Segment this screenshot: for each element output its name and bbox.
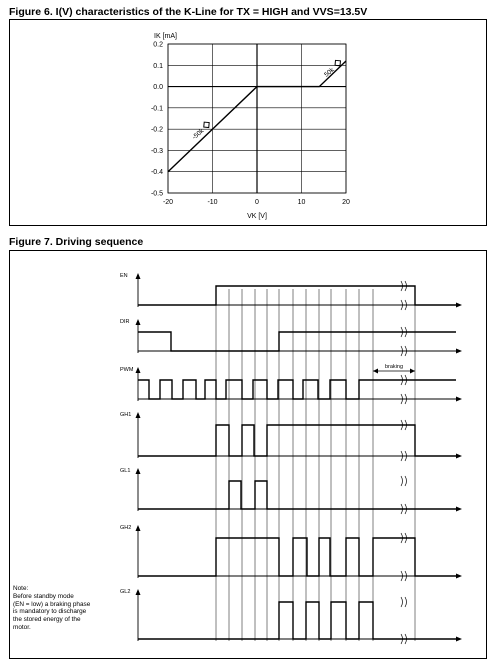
y-tick-label: -0.4 [150,169,163,177]
resistance-annotation [190,120,213,141]
resistance-annotation [322,58,344,79]
break-mark [401,597,403,607]
annotation-marker [335,60,340,65]
y-tick-label: 0.0 [153,84,163,92]
waveform-gl1 [138,481,456,509]
y-tick-label: 0.1 [153,62,163,70]
waveform-gh1 [138,425,456,456]
note-line: Before standby mode [13,592,74,600]
axis-arrowhead [136,319,141,325]
axis-arrowhead [136,273,141,279]
axis-arrowhead [136,468,141,474]
axis-arrowhead [136,412,141,418]
y-tick-label: -0.1 [150,105,163,113]
note-line: motor. [13,623,31,631]
braking-label: braking [384,364,404,370]
waveform-gh2 [138,538,456,576]
iv-characteristic-chart [10,20,486,225]
note-line: the stored energy of the [13,616,81,624]
signal-label-gh1: GH1 [120,412,132,418]
time-arrowhead [456,454,462,459]
x-axis-label: VK [V] [247,213,267,220]
y-axis-label: IK [mA] [154,33,177,40]
x-tick-label: -20 [162,199,174,206]
time-arrowhead [456,303,462,308]
waveform-dir [138,332,456,351]
time-arrowhead [456,574,462,579]
signal-label-pwm: PWM [120,367,134,373]
braking-arrowhead-left [373,369,378,374]
signal-label-dir: DIR [120,319,130,325]
time-arrowhead [456,397,462,402]
x-tick-label: -10 [207,199,218,206]
break-mark [401,476,403,486]
y-tick-label: -0.2 [150,126,163,134]
waveform-en [138,286,456,305]
signal-label-en: EN [120,273,128,279]
waveform-pwm [138,380,456,399]
time-arrowhead [456,637,462,642]
figure-6-caption: Figure 6. I(V) characteristics of the K-Line for TX = HIGH and VVS=13.5V [9,6,368,18]
axis-arrowhead [136,589,141,595]
x-tick-label: 10 [297,199,306,206]
x-tick-label: 0 [255,199,259,206]
note-line: (EN = low) a braking phase [13,600,91,608]
axis-arrowhead [136,367,141,373]
y-tick-label: -0.3 [150,147,163,155]
break-mark [405,597,407,607]
y-tick-label: -0.5 [150,190,163,198]
signal-label-gl2: GL2 [120,589,131,595]
note-line: Note: [13,585,29,592]
x-tick-label: 20 [342,199,350,206]
time-arrowhead [456,349,462,354]
annotation-label: 50k [323,66,336,79]
time-arrowhead [456,507,462,512]
braking-arrowhead-right [410,369,415,374]
figure-6-frame [9,19,487,226]
y-tick-label: 0.2 [153,41,163,49]
note-line: is mandatory to discharge [13,608,87,616]
axis-arrowhead [136,525,141,531]
signal-label-gh2: GH2 [120,525,132,531]
figure-7-caption: Figure 7. Driving sequence [9,236,144,248]
waveform-gl2 [138,602,456,639]
break-mark [405,476,407,486]
annotation-label: -50k [191,127,206,142]
signal-label-gl1: GL1 [120,468,131,474]
annotation-marker [204,122,209,127]
note-text [13,585,90,632]
